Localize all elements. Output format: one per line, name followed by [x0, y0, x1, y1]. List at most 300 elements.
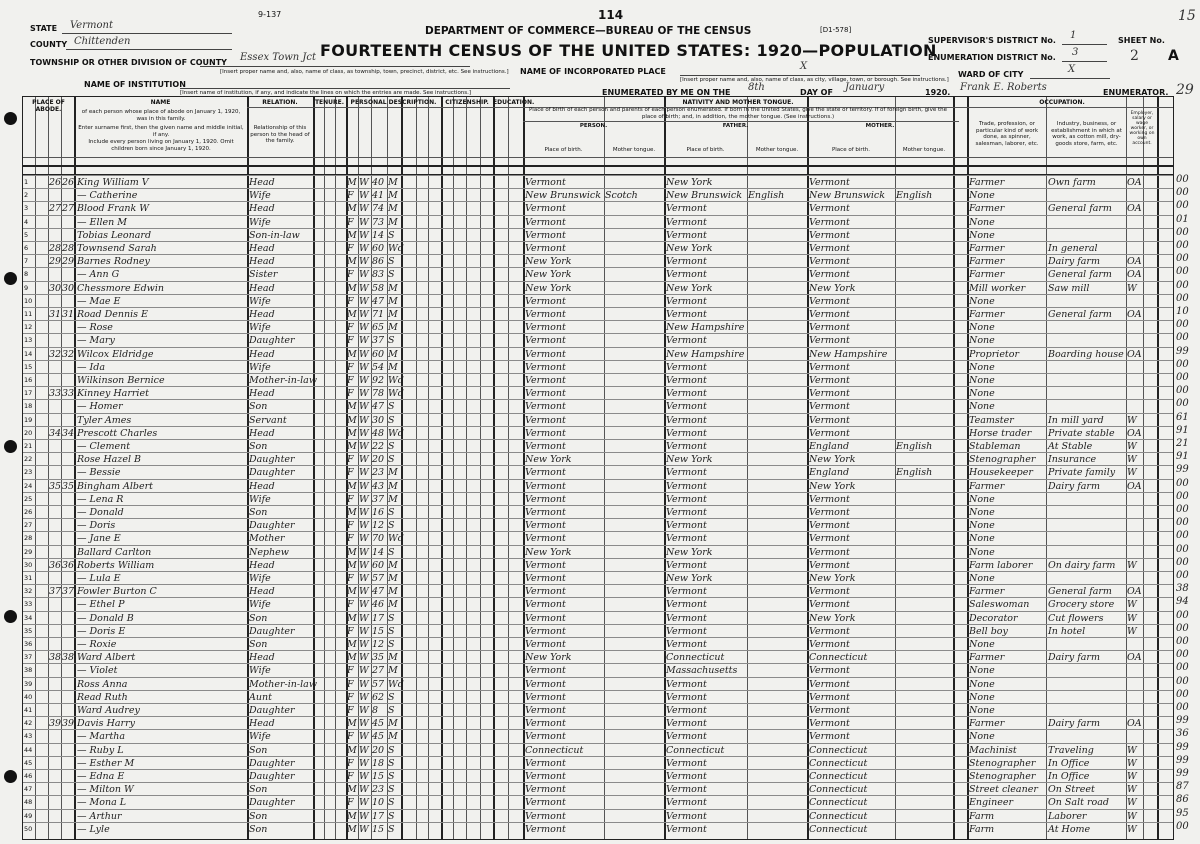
group-tenure: TENURE.	[314, 99, 345, 106]
table-row	[23, 452, 1173, 466]
cell-emp	[1127, 506, 1143, 519]
cell-mtongue	[896, 334, 952, 347]
cell-age: 71	[372, 309, 385, 320]
table-row	[23, 426, 1173, 440]
cell-n: 39	[24, 679, 33, 688]
margin-code: 91	[1176, 424, 1189, 436]
cell-house	[49, 664, 61, 677]
cell-name: Road Dennis E	[77, 309, 148, 320]
cell-fbirth: Vermont	[666, 203, 707, 215]
cell-occ: None	[969, 190, 995, 202]
cell-ind	[1048, 295, 1125, 308]
cell-fbirth: Vermont	[666, 691, 707, 703]
cell-mar: M	[388, 309, 398, 320]
margin-code: 99	[1176, 464, 1189, 476]
cell-name: — Lula E	[77, 573, 121, 584]
cell-house	[49, 744, 61, 757]
cell-n: 9	[24, 283, 29, 292]
cell-mar: M	[388, 586, 398, 598]
margin-code: 00	[1176, 240, 1189, 251]
cell-age: 20	[372, 744, 385, 756]
cell-birth: Vermont	[525, 295, 566, 307]
cell-race: W	[359, 731, 369, 743]
cell-house	[49, 730, 61, 743]
cell-mar: S	[388, 507, 395, 518]
cell-age: 47	[372, 295, 385, 307]
cell-name: — Ida	[77, 361, 106, 373]
cell-rel: Wife	[249, 573, 271, 584]
cell-ftongue	[748, 255, 806, 268]
cell-rel: Daughter	[249, 454, 295, 466]
cell-fbirth: Vermont	[666, 559, 707, 571]
cell-race: W	[359, 546, 369, 558]
cell-mbirth: Vermont	[809, 678, 850, 690]
cell-fbirth: Vermont	[666, 625, 707, 637]
cell-mar: Wd	[388, 375, 404, 386]
institution-note: [Insert name of institution, if any, and indicate the lines on which the entries are made. See instructions.]	[180, 90, 472, 96]
cell-emp: OA	[1127, 480, 1142, 492]
cell-ind: Grocery store	[1048, 599, 1115, 611]
cell-race: W	[359, 797, 369, 809]
cell-mtongue	[896, 202, 952, 215]
cell-race: W	[359, 744, 369, 756]
cell-age: 15	[372, 823, 385, 835]
cell-birth: Vermont	[525, 467, 566, 479]
cell-age: 23	[372, 467, 385, 479]
cell-age: 47	[372, 401, 385, 413]
cell-mtongue	[896, 730, 952, 743]
cell-fam	[62, 744, 74, 757]
cell-mbirth: Vermont	[809, 243, 850, 254]
cell-birth: Vermont	[525, 427, 566, 439]
cell-fam	[62, 440, 74, 453]
cell-ftongue	[748, 678, 806, 691]
cell-mar: M	[388, 652, 398, 664]
cell-age: 35	[372, 652, 385, 664]
cell-emp	[1127, 321, 1143, 334]
table-row	[23, 413, 1173, 427]
cell-name: — Edna E	[77, 771, 125, 782]
cell-race: W	[359, 427, 369, 439]
occ-employer-desc: Employer, salary or wage worker, or working on own account.	[1129, 111, 1155, 146]
cell-house: 31	[49, 309, 62, 320]
cell-name: Tyler Ames	[77, 414, 132, 426]
cell-ftongue	[748, 651, 806, 664]
cell-mbirth: Vermont	[809, 414, 850, 426]
cell-fbirth: Vermont	[666, 493, 707, 505]
cell-sex: M	[347, 559, 357, 571]
cell-emp: OA	[1127, 177, 1142, 188]
incorporated-place-label: NAME OF INCORPORATED PLACE	[520, 67, 666, 76]
cell-tongue	[605, 427, 663, 440]
cell-sex: F	[347, 599, 354, 611]
cell-n: 40	[24, 692, 33, 701]
cell-mar: M	[388, 295, 398, 307]
cell-mtongue	[896, 757, 952, 770]
cell-mbirth: Vermont	[809, 361, 850, 373]
cell-ind: In Office	[1048, 757, 1090, 769]
cell-ind	[1048, 519, 1125, 532]
cell-race: W	[359, 705, 369, 716]
cell-birth: Vermont	[525, 573, 566, 584]
tongue-mother: Mother tongue.	[902, 147, 946, 153]
cell-fam	[62, 321, 74, 334]
cell-mtongue	[896, 625, 952, 638]
cell-occ: None	[969, 520, 995, 532]
cell-tongue	[605, 282, 663, 295]
cell-fam: 33	[62, 388, 75, 400]
cell-mar: S	[388, 639, 395, 650]
cell-tongue	[605, 770, 663, 783]
cell-emp: W	[1127, 414, 1137, 426]
group-relation: RELATION.	[262, 99, 298, 106]
margin-code: 61	[1176, 411, 1189, 423]
cell-rel: Son	[249, 401, 268, 413]
cell-rel: Head	[249, 309, 275, 320]
cell-name: — Esther M	[77, 757, 135, 769]
cell-occ: Housekeeper	[969, 467, 1033, 479]
cell-age: 46	[372, 599, 385, 611]
cell-ftongue	[748, 757, 806, 770]
cell-name: — Roxie	[77, 639, 117, 650]
cell-house	[49, 519, 61, 532]
cell-tongue	[605, 216, 663, 229]
cell-race: W	[359, 639, 369, 650]
cell-mtongue	[896, 770, 952, 783]
cell-house: 34	[49, 427, 62, 439]
cell-fbirth: Vermont	[666, 784, 707, 796]
margin-code: 00	[1176, 398, 1189, 410]
cell-age: 15	[372, 771, 385, 782]
cell-age: 18	[372, 757, 385, 769]
cell-n: 50	[24, 824, 33, 833]
cell-emp: W	[1127, 744, 1137, 756]
cell-occ: Decorator	[969, 612, 1018, 624]
cell-mbirth: New York	[809, 282, 856, 294]
cell-emp: W	[1127, 823, 1137, 835]
cell-mbirth: Connecticut	[809, 652, 868, 664]
cell-ftongue	[748, 664, 806, 677]
cell-name: Townsend Sarah	[77, 243, 157, 254]
cell-name: Barnes Rodney	[77, 256, 150, 268]
cell-ind: At Stable	[1048, 441, 1093, 452]
cell-mar: S	[388, 546, 395, 558]
table-row	[23, 386, 1173, 400]
cell-fam: 29	[62, 256, 75, 268]
cell-house	[49, 691, 61, 704]
cell-race: W	[359, 507, 369, 518]
cell-mbirth: Connecticut	[809, 744, 868, 756]
cell-house	[49, 770, 61, 783]
cell-rel: Son	[249, 810, 268, 822]
margin-code: 36	[1176, 728, 1189, 740]
cell-name: — Homer	[77, 401, 123, 413]
cell-tongue	[605, 361, 663, 374]
group-personal-description: PERSONAL DESCRIPTION.	[350, 99, 437, 106]
cell-mar: S	[388, 401, 395, 413]
cell-name: Tobias Leonard	[77, 229, 152, 241]
cell-occ: Farmer	[969, 256, 1005, 268]
margin-code: 00	[1176, 477, 1189, 489]
cell-n: 10	[24, 296, 33, 305]
cell-occ: None	[969, 705, 995, 716]
cell-ind	[1048, 216, 1125, 229]
cell-mbirth: Vermont	[809, 731, 850, 743]
cell-fbirth: Connecticut	[666, 744, 725, 756]
cell-mtongue	[896, 691, 952, 704]
cell-ind	[1048, 532, 1125, 545]
cell-rel: Mother	[249, 533, 285, 545]
cell-tongue	[605, 176, 663, 189]
cell-fbirth: Vermont	[666, 731, 707, 743]
margin-code: 00	[1176, 253, 1189, 265]
cell-rel: Head	[249, 243, 275, 254]
cell-ftongue	[748, 202, 806, 215]
cell-ind	[1048, 704, 1125, 717]
cell-rel: Sister	[249, 269, 278, 281]
page-number: 114	[598, 8, 624, 22]
cell-birth: Vermont	[525, 784, 566, 796]
cell-house: 30	[49, 282, 62, 294]
cell-age: 62	[372, 691, 385, 703]
cell-age: 14	[372, 546, 385, 558]
cell-house	[49, 598, 61, 611]
margin-code: 00	[1176, 266, 1189, 278]
cell-mbirth: Connecticut	[809, 810, 868, 822]
cell-ftongue	[748, 321, 806, 334]
cell-sex: F	[347, 520, 354, 532]
cell-tongue	[605, 664, 663, 677]
cell-emp	[1127, 546, 1143, 559]
cell-ind	[1048, 678, 1125, 691]
cell-mar: S	[388, 771, 395, 782]
cell-house	[49, 374, 61, 387]
cell-mar: M	[388, 190, 398, 202]
cell-n: 5	[24, 230, 29, 239]
cell-n: 32	[24, 587, 33, 596]
cell-tongue	[605, 704, 663, 717]
cell-name: — Ruby L	[77, 744, 124, 756]
table-row	[23, 597, 1173, 611]
cell-fbirth: Vermont	[666, 427, 707, 439]
cell-occ: None	[969, 229, 995, 241]
cell-n: 34	[24, 613, 33, 622]
cell-fam	[62, 664, 74, 677]
cell-tongue	[605, 559, 663, 572]
cell-ind: Private family	[1048, 467, 1116, 479]
cell-age: 43	[372, 480, 385, 492]
cell-birth: Vermont	[525, 797, 566, 809]
cell-ind: On Street	[1048, 784, 1095, 796]
cell-rel: Head	[249, 559, 275, 571]
cell-mtongue	[896, 598, 952, 611]
cell-occ: Farmer	[969, 480, 1005, 492]
cell-ind: Cut flowers	[1048, 612, 1104, 624]
cell-birth: Vermont	[525, 480, 566, 492]
cell-ind	[1048, 374, 1125, 387]
county-label: COUNTY	[30, 40, 68, 49]
cell-race: W	[359, 375, 369, 386]
cell-tongue	[605, 202, 663, 215]
cell-age: 10	[372, 797, 385, 809]
group-place-of-abode: PLACE OF ABODE.	[32, 99, 65, 113]
cell-occ: None	[969, 361, 995, 373]
cell-name: — Ann G	[77, 269, 120, 281]
cell-fam	[62, 506, 74, 519]
cell-ind: Dairy farm	[1048, 256, 1100, 268]
day-of-label: DAY OF	[800, 88, 833, 97]
cell-n: 4	[24, 217, 29, 226]
cell-sex: F	[347, 797, 354, 809]
cell-ftongue	[748, 400, 806, 413]
cell-ind: Laborer	[1048, 810, 1087, 822]
cell-fam	[62, 519, 74, 532]
cell-sex: M	[347, 784, 357, 796]
cell-fam: 31	[62, 309, 75, 320]
margin-code: 91	[1176, 451, 1189, 463]
cell-age: 12	[372, 520, 385, 532]
cell-mbirth: Vermont	[809, 203, 850, 215]
cell-mar: M	[388, 731, 398, 743]
cell-race: W	[359, 625, 369, 637]
cell-fam	[62, 638, 74, 651]
cell-age: 37	[372, 493, 385, 505]
cell-fam: 27	[62, 203, 75, 215]
cell-emp	[1127, 691, 1143, 704]
enumeration-district-label: ENUMERATION DISTRICT No.	[928, 53, 1056, 62]
cell-mbirth: New Brunswick	[809, 190, 885, 202]
cell-sex: F	[347, 757, 354, 769]
table-row	[23, 822, 1173, 836]
mother-label: MOTHER.	[865, 123, 895, 129]
cell-race: W	[359, 256, 369, 268]
table-row	[23, 347, 1173, 361]
cell-race: W	[359, 309, 369, 320]
cell-mar: S	[388, 612, 395, 624]
cell-house: 26	[49, 177, 62, 188]
cell-ftongue	[748, 229, 806, 242]
cell-emp: W	[1127, 467, 1137, 479]
cell-mbirth: Vermont	[809, 507, 850, 518]
cell-occ: None	[969, 533, 995, 545]
cell-emp: W	[1127, 625, 1137, 637]
cell-n: 14	[24, 349, 33, 358]
table-row	[23, 228, 1173, 242]
cell-name: — Mona L	[77, 797, 127, 809]
cell-birth: New York	[525, 256, 572, 268]
cell-fbirth: Vermont	[666, 586, 707, 598]
cell-house	[49, 757, 61, 770]
cell-name: — Martha	[77, 731, 126, 743]
cell-age: 15	[372, 625, 385, 637]
cell-emp: OA	[1127, 586, 1142, 598]
cell-ind: In Office	[1048, 771, 1090, 782]
cell-rel: Son	[249, 441, 268, 452]
cell-mtongue	[896, 572, 952, 585]
cell-age: 27	[372, 665, 385, 677]
cell-sex: M	[347, 480, 357, 492]
cell-mbirth: England	[809, 441, 850, 452]
cell-name: — Ethel P	[77, 599, 125, 611]
cell-fbirth: New Hampshire	[666, 348, 745, 360]
cell-tongue	[605, 321, 663, 334]
cell-mbirth: Vermont	[809, 335, 850, 347]
cell-ftongue	[748, 480, 806, 493]
margin-code: 99	[1176, 345, 1189, 357]
cell-mtongue	[896, 612, 952, 625]
cell-occ: None	[969, 573, 995, 584]
margin-code: 00	[1176, 372, 1189, 383]
cell-mbirth: Connecticut	[809, 757, 868, 769]
cell-race: W	[359, 401, 369, 413]
cell-n: 21	[24, 442, 33, 450]
cell-rel: Wife	[249, 190, 271, 202]
cell-emp: W	[1127, 282, 1137, 294]
cell-n: 46	[24, 772, 33, 780]
cell-rel: Wife	[249, 493, 271, 505]
cell-fam	[62, 796, 74, 809]
cell-tongue	[605, 466, 663, 479]
cell-rel: Daughter	[249, 520, 295, 532]
cell-mar: M	[388, 361, 398, 373]
father-label: FATHER.	[722, 123, 749, 129]
cell-birth: Vermont	[525, 586, 566, 598]
cell-occ: None	[969, 678, 995, 690]
table-row	[23, 307, 1173, 321]
cell-ftongue	[748, 625, 806, 638]
margin-code: 00	[1176, 385, 1189, 397]
cell-sex: M	[347, 441, 357, 452]
cell-age: 92	[372, 375, 385, 386]
cell-tongue	[605, 334, 663, 347]
margin-code: 00	[1176, 200, 1189, 212]
cell-ind	[1048, 387, 1125, 400]
cell-mbirth: Connecticut	[809, 771, 868, 782]
cell-fam	[62, 532, 74, 545]
cell-rel: Daughter	[249, 335, 295, 347]
cell-fbirth: Vermont	[666, 771, 707, 782]
cell-ftongue	[748, 334, 806, 347]
cell-fbirth: Vermont	[666, 639, 707, 650]
cell-emp: OA	[1127, 427, 1142, 439]
cell-mtongue	[896, 519, 952, 532]
cell-fam	[62, 546, 74, 559]
table-row	[23, 465, 1173, 479]
cell-tongue	[605, 255, 663, 268]
cell-name: — Mae E	[77, 295, 121, 307]
cell-house	[49, 810, 61, 823]
cell-age: 14	[372, 229, 385, 241]
cell-birth: Vermont	[525, 216, 566, 228]
cell-emp	[1127, 664, 1143, 677]
cell-mar: M	[388, 480, 398, 492]
table-row	[23, 584, 1173, 598]
cell-tongue	[605, 678, 663, 691]
cell-tongue	[605, 717, 663, 730]
cell-fam	[62, 400, 74, 413]
cell-tongue	[605, 506, 663, 519]
cell-birth: Vermont	[525, 559, 566, 571]
cell-fbirth: Vermont	[666, 216, 707, 228]
margin-code: 99	[1176, 768, 1189, 779]
table-row	[23, 399, 1173, 413]
cell-mtongue	[896, 361, 952, 374]
cell-fbirth: New York	[666, 177, 713, 188]
cell-ind	[1048, 229, 1125, 242]
county-value: Chittenden	[74, 36, 131, 47]
cell-race: W	[359, 216, 369, 228]
cell-n: 22	[24, 455, 33, 464]
